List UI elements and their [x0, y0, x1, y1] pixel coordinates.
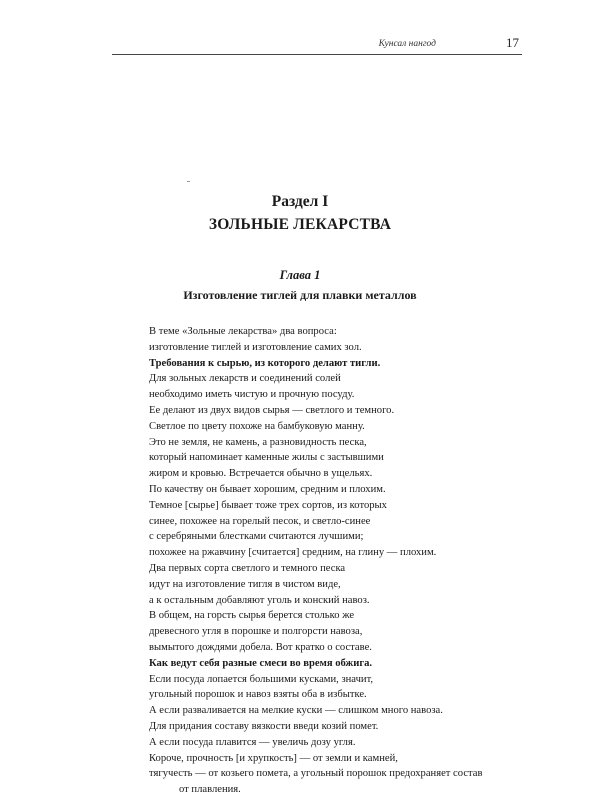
text-line: В теме «Зольные лекарства» два вопроса:	[149, 326, 337, 337]
text-line: тягучесть — от козьего помета, а угольный порошок предохраняет состав	[149, 768, 483, 780]
text-line: Для зольных лекарств и соединений солей	[149, 373, 341, 385]
text-line: Темное [сырье] бывает тоже трех сортов, из которых	[149, 499, 387, 511]
text-line: Ее делают из двух видов сырья — светлого и темного.	[149, 404, 395, 416]
scan-speck	[187, 181, 190, 182]
text-line: похожее на ржавчину [считается] средним, на глину — плохим.	[149, 547, 437, 559]
text-line: который напоминает каменные жилы с застывшими	[149, 452, 384, 464]
text-line: синее, похожее на горелый песок, и светло-синее	[149, 515, 371, 527]
text-line: Это не земля, не камень, а разновидность песка,	[149, 436, 367, 448]
text-line: необходимо иметь чистую и прочную посуду.	[149, 389, 355, 401]
text-line: от плавления.	[179, 784, 241, 796]
text-line: жиром и кровью. Встречается обычно в ущельях.	[149, 468, 373, 480]
chapter-title: Изготовление тиглей для плавки металлов	[183, 288, 417, 302]
chapter-label: Глава 1	[279, 268, 321, 282]
text-line: Короче, прочность [и хрупкость] — от земли и камней,	[149, 752, 398, 764]
text-line: А если разваливается на мелкие куски — слишком много навоза.	[149, 705, 443, 717]
text-line: угольный порошок и навоз взяты оба в избытке.	[149, 689, 367, 701]
subheading-line: Как ведут себя разные смеси во время обжига.	[149, 657, 373, 669]
text-line: А если посуда плавится — увеличь дозу угля.	[149, 736, 356, 748]
text-line: с серебряными блестками считаются лучшими;	[149, 531, 364, 543]
text-line: Если посуда лопается большими кусками, значит,	[149, 673, 374, 685]
text-line: а к остальным добавляют уголь и конский навоз.	[149, 594, 370, 606]
text-line: Для придания составу вязкости введи козий помет.	[149, 720, 379, 732]
running-title: Кунсал нангод	[378, 39, 436, 49]
text-line: изготовление тиглей и изготовление самих зол.	[149, 341, 362, 353]
subheading-line: Требования к сырью, из которого делают тигли.	[149, 357, 381, 369]
running-header	[112, 32, 522, 55]
section-title: ЗОЛЬНЫЕ ЛЕКАРСТВА	[208, 216, 392, 233]
text-line: вымытого дождями добела. Вот кратко о составе.	[149, 641, 372, 653]
text-line: Два первых сорта светлого и темного песка	[149, 562, 346, 574]
page-number: 17	[506, 35, 519, 50]
text-line: По качеству он бывает хорошим, средним и плохим.	[149, 483, 386, 495]
text-line: Светлое по цвету похоже на бамбуковую манну.	[149, 420, 365, 432]
section-label: Раздел I	[271, 193, 329, 210]
text-line: В общем, на горсть сырья берется столько же	[149, 610, 355, 622]
text-line: идут на изготовление тигля в чистом виде,	[149, 578, 341, 590]
body-text	[149, 324, 569, 798]
text-line: древесного угля в порошке и полгорсти навоза,	[149, 626, 363, 638]
